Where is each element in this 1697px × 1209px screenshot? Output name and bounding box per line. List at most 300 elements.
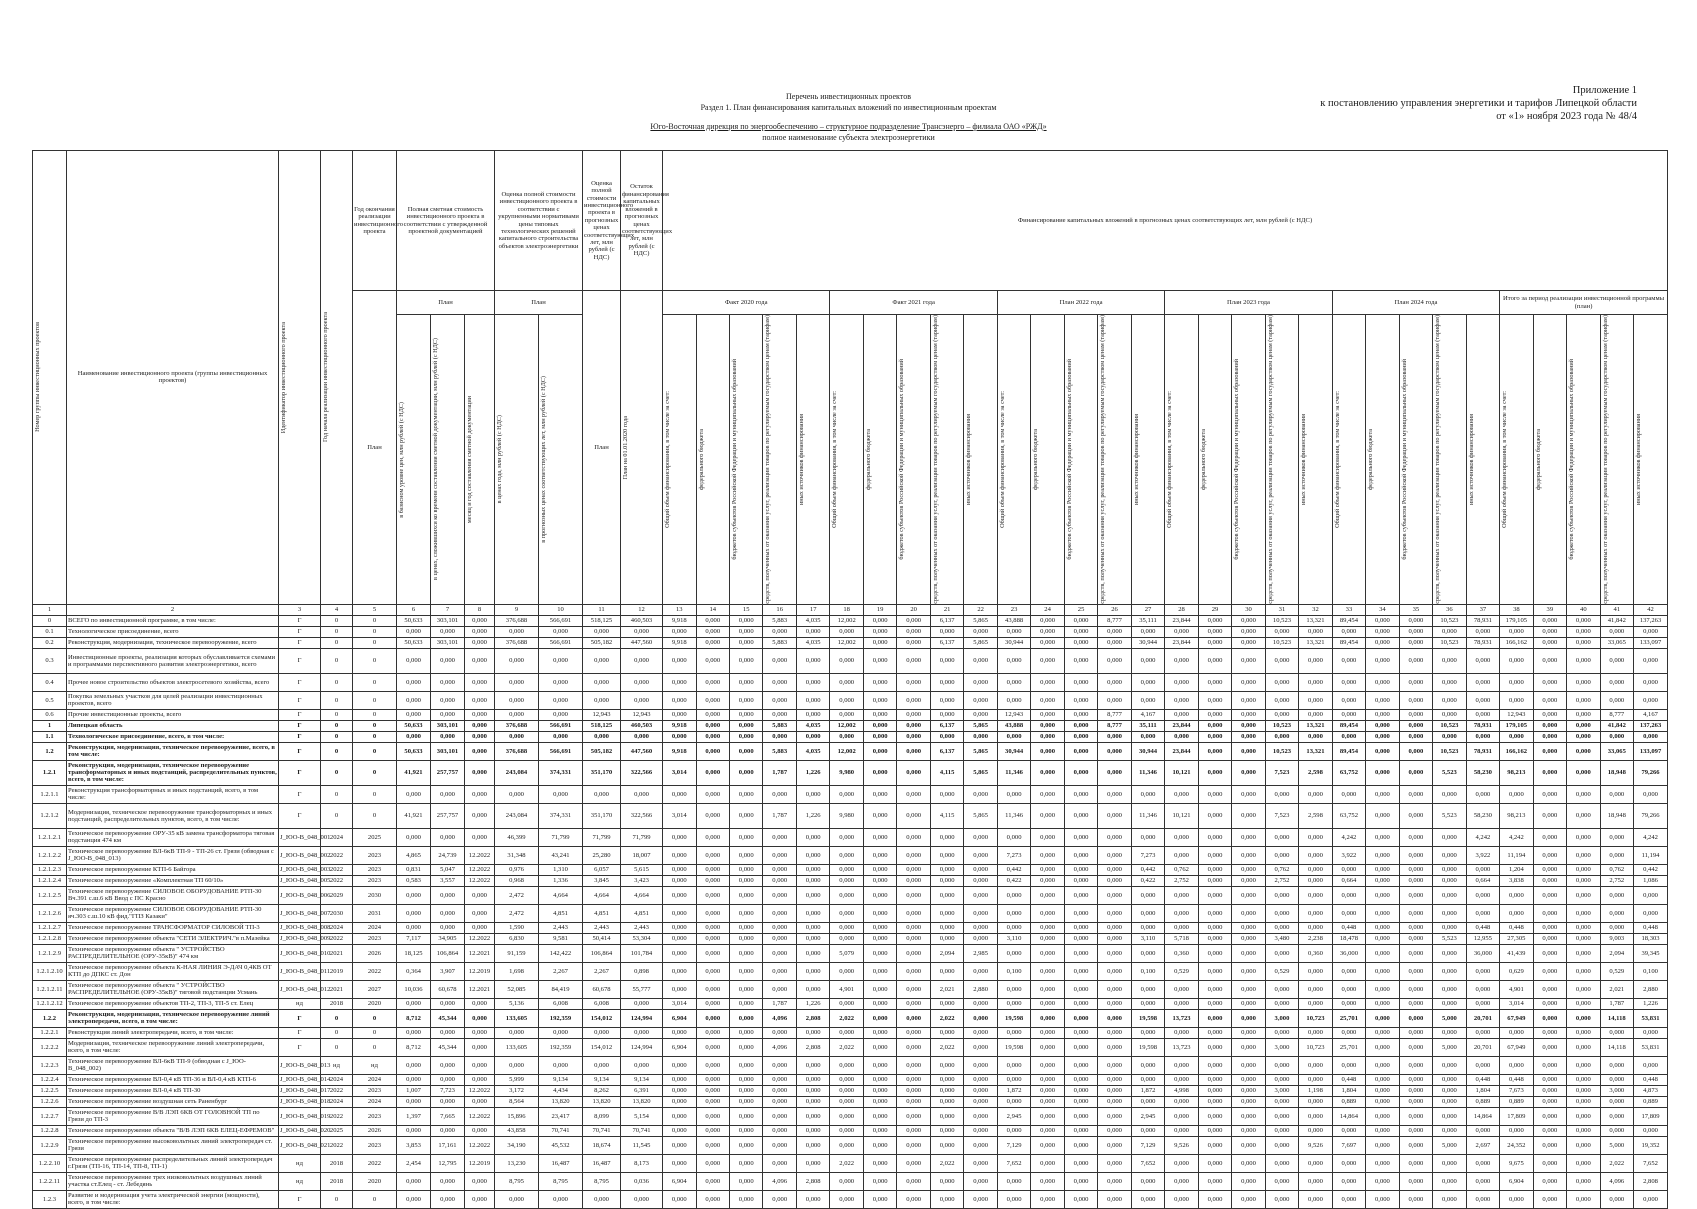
row-identifier: J_ЮО-В_048_005 [279,875,321,886]
row-value: 0,000 [930,1190,963,1208]
row-value: 0,100 [1131,962,1164,980]
header-start-year: Год начала реализации инвестиционного проекта [321,151,353,605]
header-end-year: Год окончания реализации инвестиционного проекта [353,151,397,291]
row-identifier: J_ЮО-В_048_010 [279,944,321,962]
row-name: Техническое перевооружение распределительных линий электропередач г.Грязи (ТП-16, ТП-14, ТП-8, ТП-1) [67,1154,279,1172]
row-value: 0,000 [1533,1154,1566,1172]
row-value: 23,417 [539,1107,583,1125]
row-value: 0,000 [1064,1136,1097,1154]
row-value: 0,000 [1198,1096,1231,1107]
row-value: 0,000 [1165,648,1198,673]
row-value: 0,000 [539,1056,583,1074]
row-value: 4,865 [397,846,431,864]
row-number: 1.2.2.1 [33,1027,67,1038]
row-start-year: 2022 [321,846,353,864]
row-value: 0,000 [1031,933,1064,944]
row-value: 0,000 [1031,709,1064,720]
row-value: 0,000 [1098,1027,1131,1038]
row-value: 2,022 [1600,1154,1633,1172]
row-value: 0,000 [997,1056,1030,1074]
row-value: 0,000 [729,1085,762,1096]
row-number: 1 [33,720,67,731]
table-row [33,760,1668,785]
row-value: 0,000 [763,944,796,962]
row-value: 0,000 [863,648,896,673]
row-value: 0,000 [495,785,539,803]
row-value: 0,000 [1433,846,1466,864]
row-value: 0,000 [1031,720,1064,731]
row-value: 0,000 [729,1172,762,1190]
header-source-4-3: средств, полученных от оказания услуг, реализации товаров по регулируемым государством ценам (тарифам) [1433,315,1466,605]
row-value: 0,000 [663,1125,696,1136]
row-value: 0,664 [1466,875,1499,886]
row-value: 0,000 [1399,864,1432,875]
row-value: 0,000 [964,1009,997,1027]
row-value: 0,000 [763,1085,796,1096]
row-value: 0,529 [1265,962,1298,980]
row-value: 0,000 [1064,944,1097,962]
row-value: 50,633 [397,742,431,760]
row-value: 0,000 [696,933,729,944]
row-value: 5,883 [763,615,796,626]
row-value: 0,000 [1198,637,1231,648]
row-value: 1,787 [763,803,796,828]
row-value: 0,000 [1131,731,1164,742]
row-value: 0,448 [1466,922,1499,933]
row-value: 0,000 [696,637,729,648]
row-value: 0,000 [1232,904,1265,922]
row-value: 12,955 [1466,933,1499,944]
row-value: 4,851 [539,904,583,922]
row-value: 0,000 [431,709,465,720]
row-value: 0,000 [1031,1125,1064,1136]
row-value: 0,000 [964,1074,997,1085]
table-row [33,1038,1668,1056]
row-value: 3,014 [1500,998,1533,1009]
row-value: 0,000 [897,637,930,648]
row-value: 0,000 [863,709,896,720]
row-name: Реконструкция, модернизация, техническое перевооружение линий электропередачи, всего, в том числе: [67,1009,279,1027]
row-value: 0,000 [1064,1154,1097,1172]
row-value: 18,948 [1600,760,1633,785]
row-value: 0,000 [1433,626,1466,637]
row-value: 0,000 [1265,648,1298,673]
row-value: 0,000 [796,648,829,673]
row-value: 4,167 [1634,709,1668,720]
row-value: 0,000 [1064,720,1097,731]
row-value: 0,000 [830,673,863,691]
row-value: 1,226 [796,760,829,785]
row-value: 0,000 [1500,1125,1533,1136]
row-value: 7,673 [1500,1085,1533,1096]
row-value: 45,532 [539,1136,583,1154]
row-value: 0,000 [1466,1172,1499,1190]
row-value: 0,000 [1299,980,1332,998]
row-value: 0,000 [1567,1096,1600,1107]
row-value: 45,344 [431,1038,465,1056]
table-row [33,615,1668,626]
row-value: 0,762 [1265,864,1298,875]
row-value: 0,000 [1232,731,1265,742]
row-value: 0,000 [729,1038,762,1056]
row-value: 0,000 [796,1107,829,1125]
row-end-year: 0 [353,785,397,803]
row-name: Техническое перевооружение трех низковольтных воздушных линий участка ст.Елец - ст. Лебедянь [67,1172,279,1190]
row-value: 0,000 [1232,615,1265,626]
table-row [33,828,1668,846]
row-value: 0,000 [1366,846,1399,864]
row-start-year: 2018 [321,998,353,1009]
row-value: 3,000 [1265,1009,1298,1027]
row-value: 0,000 [1366,944,1399,962]
row-value: 14,118 [1600,1009,1633,1027]
row-value: 0,000 [863,760,896,785]
row-value: 0,000 [964,922,997,933]
row-value: 0,000 [1198,1027,1231,1038]
row-value: 0,000 [729,922,762,933]
row-value: 18,478 [1332,933,1365,944]
row-value: 0,000 [830,933,863,944]
row-value: 0,000 [1098,1038,1131,1056]
row-value: 0,000 [539,648,583,673]
row-value: 0,000 [696,615,729,626]
row-value: 0,000 [1299,828,1332,846]
row-value: 0,000 [1366,864,1399,875]
row-value: 0,000 [1064,1125,1097,1136]
table-row [33,803,1668,828]
column-number: 33 [1332,604,1365,615]
row-value: 3,014 [663,803,696,828]
column-number: 12 [621,604,663,615]
row-value: 0,000 [763,1136,796,1154]
row-value: 0,000 [1533,1027,1566,1038]
row-value: 0,000 [1366,1085,1399,1096]
row-value: 0,100 [1634,962,1668,980]
header-estimate-price: в ценах, сложившихся ко времени составления сметной документации, млн рублей (с НДС) [431,315,465,605]
row-value: 3,423 [621,875,663,886]
row-value: 0,000 [1567,886,1600,904]
row-value: 0,000 [964,673,997,691]
row-value: 0,000 [1466,691,1499,709]
row-value: 0,000 [1131,828,1164,846]
row-value: 0,000 [1198,731,1231,742]
table-row [33,864,1668,875]
row-end-year: нд [353,1056,397,1074]
row-value: 0,000 [930,875,963,886]
row-value: 0,000 [1366,1154,1399,1172]
row-value: 0,000 [1533,1107,1566,1125]
row-value: 0,448 [1332,1074,1365,1085]
row-end-year: 0 [353,1038,397,1056]
row-value: 0,000 [997,828,1030,846]
row-value: 0,000 [1031,1085,1064,1096]
row-value: 0,000 [1567,1172,1600,1190]
row-value: 6,137 [930,615,963,626]
row-value: 0,000 [1399,1074,1432,1085]
row-value: 0,000 [1366,1107,1399,1125]
row-number: 1.2.3 [33,1190,67,1208]
row-value: 0,000 [897,1136,930,1154]
row-value: 0,000 [1064,1096,1097,1107]
row-value: 0,000 [1399,1190,1432,1208]
row-value: 33,065 [1600,742,1633,760]
row-value: 0,000 [1232,1107,1265,1125]
row-value: 0,000 [1634,1125,1668,1136]
row-value: 24,352 [1500,1136,1533,1154]
row-value: 0,000 [930,648,963,673]
row-value: 0,000 [696,1107,729,1125]
row-value: 6,137 [930,742,963,760]
row-value: 0,000 [830,962,863,980]
header-source-0-0: Общий объем финансирования, в том числе за счет: [663,315,696,605]
row-value: 0,000 [1165,1096,1198,1107]
row-value: 0,000 [1064,1056,1097,1074]
row-value: 0,000 [863,828,896,846]
row-value: 67,949 [1500,1009,1533,1027]
row-value: 0,000 [663,922,696,933]
row-name: Техническое перевооружение объекта "СЕТИ ЭЛЕКТРИЧ."в п.Мазейка [67,933,279,944]
row-value: 0,000 [863,886,896,904]
row-value: 192,359 [539,1009,583,1027]
row-value: 0,000 [1567,1027,1600,1038]
column-number: 34 [1366,604,1399,615]
row-value: 0,000 [1031,1074,1064,1085]
row-value: 0,000 [1232,962,1265,980]
row-value: 0,000 [1366,691,1399,709]
row-value: 4,851 [621,904,663,922]
row-value: 0,000 [1567,648,1600,673]
row-value: 2,443 [621,922,663,933]
row-value: 0,000 [663,875,696,886]
row-value: 0,000 [1399,709,1432,720]
row-value: 0,000 [1098,648,1131,673]
row-value: 0,000 [1098,785,1131,803]
row-name: Покупка земельных участков для целей реализации инвестиционных проектов, всего [67,691,279,709]
row-value: 0,000 [663,731,696,742]
row-value: 0,000 [964,785,997,803]
row-value: 0,000 [1031,980,1064,998]
row-value: 0,000 [997,886,1030,904]
row-value: 0,000 [964,933,997,944]
row-number: 1.2.1.2 [33,803,67,828]
row-value: 0,000 [1399,615,1432,626]
row-value: 13,820 [539,1096,583,1107]
column-number: 11 [583,604,621,615]
row-value: 0,000 [1265,1027,1298,1038]
row-value: 1,397 [397,1107,431,1125]
row-end-year: 0 [353,626,397,637]
row-value: 0,529 [1165,962,1198,980]
table-row [33,1009,1668,1027]
row-number: 1.2.1.2.12 [33,998,67,1009]
row-value: 0,000 [796,626,829,637]
row-value: 0,000 [1232,1136,1265,1154]
row-value: 0,000 [663,673,696,691]
row-value: 3,557 [431,875,465,886]
row-value: 0,000 [863,962,896,980]
row-value: 124,994 [621,1038,663,1056]
row-value: 0,000 [997,1190,1030,1208]
row-value: 0,898 [621,962,663,980]
row-value: 0,000 [964,1190,997,1208]
row-value: 0,000 [1500,626,1533,637]
row-value: 3,172 [495,1085,539,1096]
row-value: 1,698 [495,962,539,980]
row-value: 0,000 [729,1136,762,1154]
row-value: 2,808 [796,1172,829,1190]
row-value: 12,002 [830,615,863,626]
row-value: 0,000 [897,1056,930,1074]
row-end-year: 2026 [353,1125,397,1136]
row-value: 101,784 [621,944,663,962]
row-value: 1,336 [539,875,583,886]
row-value: 0,000 [1332,648,1365,673]
row-value: 0,000 [1600,904,1633,922]
row-value: 13,820 [583,1096,621,1107]
row-end-year: 0 [353,637,397,648]
row-value: 0,000 [1198,828,1231,846]
row-value: 0,000 [1332,691,1365,709]
row-value: 0,000 [1399,1056,1432,1074]
row-value: 0,000 [830,922,863,933]
row-value: 31,348 [495,846,539,864]
row-value: 0,000 [1232,691,1265,709]
row-value: 0,000 [1265,980,1298,998]
row-value: 0,000 [863,1056,896,1074]
row-value: 13,321 [1299,720,1332,731]
row-value: 0,000 [621,648,663,673]
row-value: 0,000 [1399,1125,1432,1136]
row-value: 0,000 [1232,998,1265,1009]
row-value: 0,000 [1567,998,1600,1009]
row-value: 0,000 [1567,1009,1600,1027]
row-value: 0,000 [863,904,896,922]
row-value: 0,000 [1600,922,1633,933]
row-value: 19,598 [997,1038,1030,1056]
row-value: 1,872 [997,1085,1030,1096]
row-value: 0,422 [1131,875,1164,886]
row-value: 0,000 [465,1172,495,1190]
row-value: 0,000 [1433,1074,1466,1085]
row-value: 0,000 [796,1190,829,1208]
column-number: 36 [1433,604,1466,615]
row-value: 0,000 [830,1056,863,1074]
row-value: 0,000 [1031,760,1064,785]
row-value: 6,057 [583,864,621,875]
row-value: 0,000 [763,980,796,998]
row-value: 0,000 [763,846,796,864]
row-value: 376,688 [495,615,539,626]
row-value: 0,000 [1098,637,1131,648]
row-end-year: 0 [353,1190,397,1208]
row-value: 0,000 [1198,886,1231,904]
row-value: 7,129 [997,1136,1030,1154]
row-value: 0,000 [1098,1136,1131,1154]
row-value: 0,000 [1399,1096,1432,1107]
row-value: 0,000 [1299,1096,1332,1107]
row-number: 0.2 [33,637,67,648]
header-year-2020: Факт 2020 года [663,291,830,315]
row-value: 0,000 [729,731,762,742]
row-value: 7,652 [997,1154,1030,1172]
row-identifier: Г [279,691,321,709]
row-value: 2,022 [930,1009,963,1027]
row-value: 0,000 [1399,803,1432,828]
row-end-year: 2024 [353,1096,397,1107]
row-value: 0,000 [1131,626,1164,637]
row-value: 30,944 [1131,742,1164,760]
row-start-year: 2024 [321,1096,353,1107]
row-value: 0,000 [1031,922,1064,933]
row-value: 11,194 [1500,846,1533,864]
title-line-2: Раздел 1. План финансирования капитальных вложений по инвестиционным проектам [700,102,997,112]
row-value: 0,000 [1634,673,1668,691]
row-value: 0,000 [1232,922,1265,933]
row-value: 0,000 [1064,875,1097,886]
row-value: 0,000 [1198,1074,1231,1085]
row-value: 0,000 [930,673,963,691]
header-source-2-3: средств, полученных от оказания услуг, реализации товаров по регулируемым государством ценам (тарифам) [1098,315,1131,605]
row-end-year: 0 [353,731,397,742]
row-identifier: J_ЮО-В_048_020 [279,1125,321,1136]
row-value: 0,000 [1332,904,1365,922]
row-value: 0,000 [1567,875,1600,886]
row-value: 124,994 [621,1009,663,1027]
row-value: 55,777 [621,980,663,998]
row-value: 0,000 [1098,1154,1131,1172]
row-value: 0,000 [1466,962,1499,980]
row-number: 1.2.2.4 [33,1074,67,1085]
row-value: 0,000 [1165,998,1198,1009]
row-value: 0,000 [1232,864,1265,875]
row-value: 0,000 [997,922,1030,933]
row-value: 0,000 [830,846,863,864]
row-value: 24,739 [431,846,465,864]
row-value: 0,000 [1064,980,1097,998]
row-value: 25,701 [1332,1009,1365,1027]
row-value: 0,000 [897,648,930,673]
row-value: 0,000 [1466,1056,1499,1074]
row-value: 41,842 [1600,615,1633,626]
row-value: 0,000 [997,944,1030,962]
row-start-year: 0 [321,785,353,803]
row-value: 0,000 [964,1056,997,1074]
row-value: 0,000 [964,998,997,1009]
row-end-year: 0 [353,691,397,709]
row-value: 0,000 [897,785,930,803]
row-value: 0,000 [964,846,997,864]
row-end-year: 2023 [353,1136,397,1154]
row-end-year: 2026 [353,944,397,962]
row-value: 303,101 [431,720,465,731]
row-value: 0,000 [729,637,762,648]
row-value: 257,757 [431,760,465,785]
row-start-year: 0 [321,1190,353,1208]
row-start-year: 2019 [321,962,353,980]
row-identifier: J_ЮО-В_048_021 [279,1136,321,1154]
row-value: 0,000 [1064,615,1097,626]
row-value: 5,718 [1165,933,1198,944]
row-value: 0,000 [465,731,495,742]
row-name: Липецкая область [67,720,279,731]
row-value: 12,002 [830,637,863,648]
row-value: 0,000 [1399,1038,1432,1056]
row-value: 0,000 [897,742,930,760]
row-value: 0,000 [863,1125,896,1136]
row-value: 9,134 [539,1074,583,1085]
row-value: 0,000 [1198,709,1231,720]
row-value: 0,000 [696,944,729,962]
